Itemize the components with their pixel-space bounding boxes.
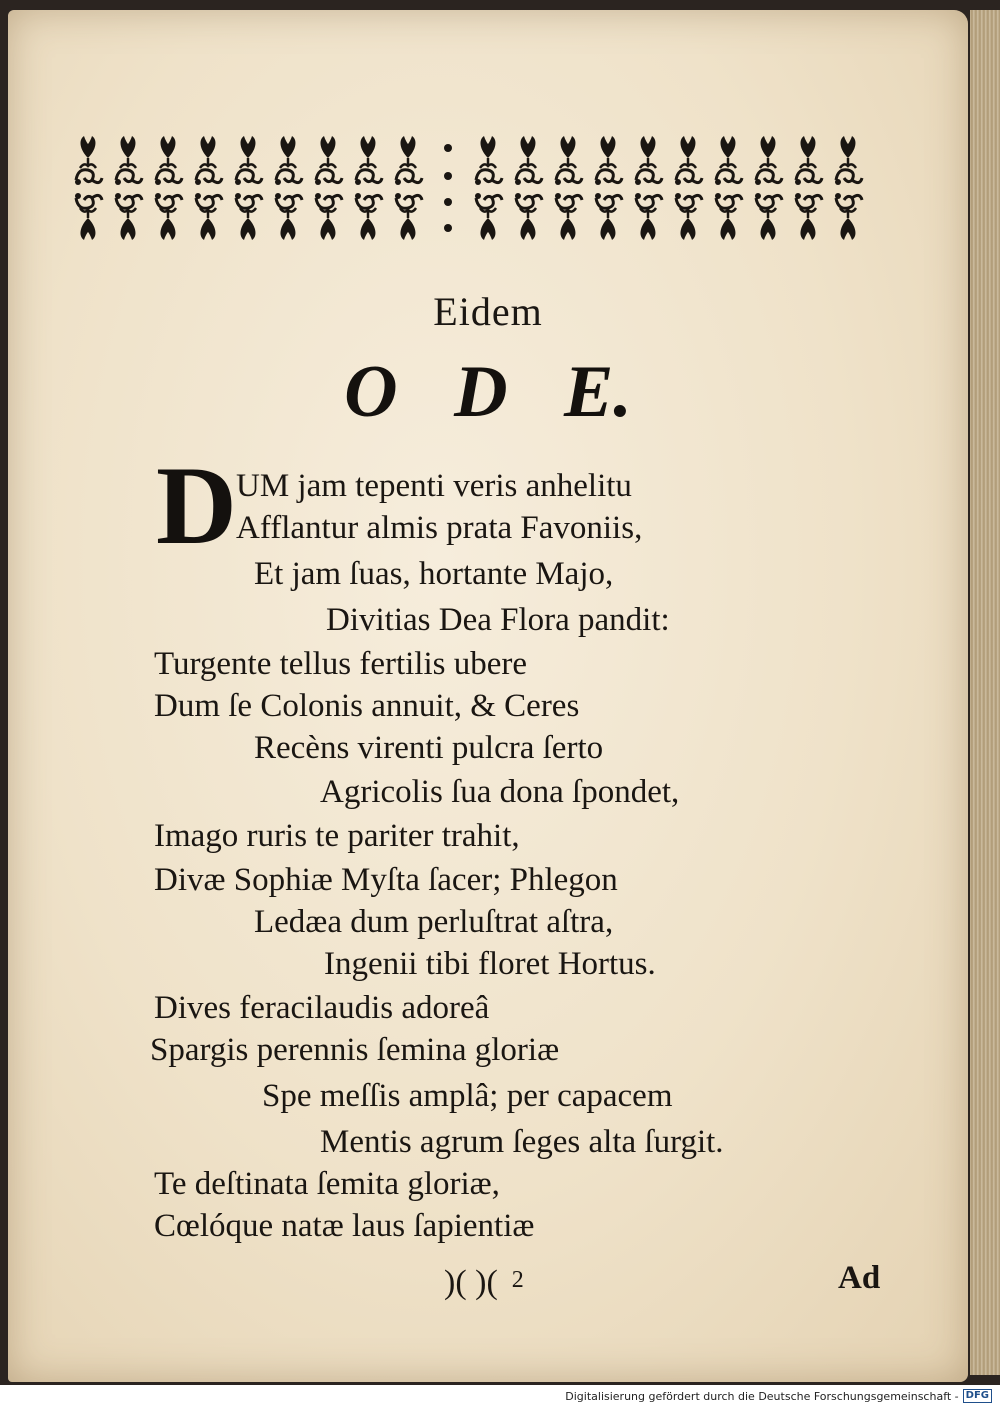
poem-line: Dum ſe Colonis annuit, & Ceres bbox=[154, 688, 580, 724]
page-title: O D E. bbox=[344, 351, 632, 433]
drop-cap: D bbox=[156, 444, 237, 568]
footer bbox=[565, 1389, 992, 1403]
signature-symbol: )( )( bbox=[444, 1264, 498, 1301]
poem-line: Agricolis ſua dona ſpondet, bbox=[320, 774, 680, 810]
poem-line: Spe meſſis amplâ; per capacem bbox=[262, 1078, 673, 1114]
heading-eidem: Eidem bbox=[433, 289, 543, 334]
poem-line: Afflantur almis prata Favoniis, bbox=[236, 510, 643, 546]
poem-line: Et jam ſuas, hortante Majo, bbox=[254, 556, 614, 592]
poem-line: Divitias Dea Flora pandit: bbox=[326, 602, 670, 638]
poem-line: Ledæa dum perluſtrat aſtra, bbox=[254, 904, 614, 940]
catchword: Ad bbox=[838, 1260, 881, 1296]
poem-line: Cœlóque natæ laus ſapientiæ bbox=[154, 1208, 535, 1244]
book-page bbox=[8, 10, 968, 1382]
poem-line: Te deſtinata ſemita gloriæ, bbox=[154, 1166, 500, 1202]
poem-line: Mentis agrum ſeges alta ſurgit. bbox=[320, 1124, 724, 1160]
poem-line: Dives feracilaudis adoreâ bbox=[154, 990, 490, 1026]
poem-line: Imago ruris te pariter trahit, bbox=[154, 818, 520, 854]
poem-line: UM jam tepenti veris anhelitu bbox=[236, 468, 632, 504]
poem-line: Ingenii tibi floret Hortus. bbox=[324, 946, 656, 982]
poem-line: Divæ Sophiæ Myſta ſacer; Phlegon bbox=[154, 862, 618, 898]
footer-text: Digitalisierung gefördert durch die Deutsche Forschungsgemeinschaft - bbox=[565, 1389, 959, 1403]
poem-line: Recèns virenti pulcra ſerto bbox=[254, 730, 604, 766]
dfg-logo: DFG bbox=[963, 1389, 992, 1403]
poem-line: Spargis perennis ſemina gloriæ bbox=[150, 1032, 560, 1068]
signature-mark bbox=[444, 1264, 524, 1302]
poem-line: Turgente tellus fertilis ubere bbox=[154, 646, 528, 682]
floral-ornament-band bbox=[68, 128, 878, 248]
signature-number: 2 bbox=[511, 1267, 524, 1293]
page-edges bbox=[970, 10, 1000, 1375]
